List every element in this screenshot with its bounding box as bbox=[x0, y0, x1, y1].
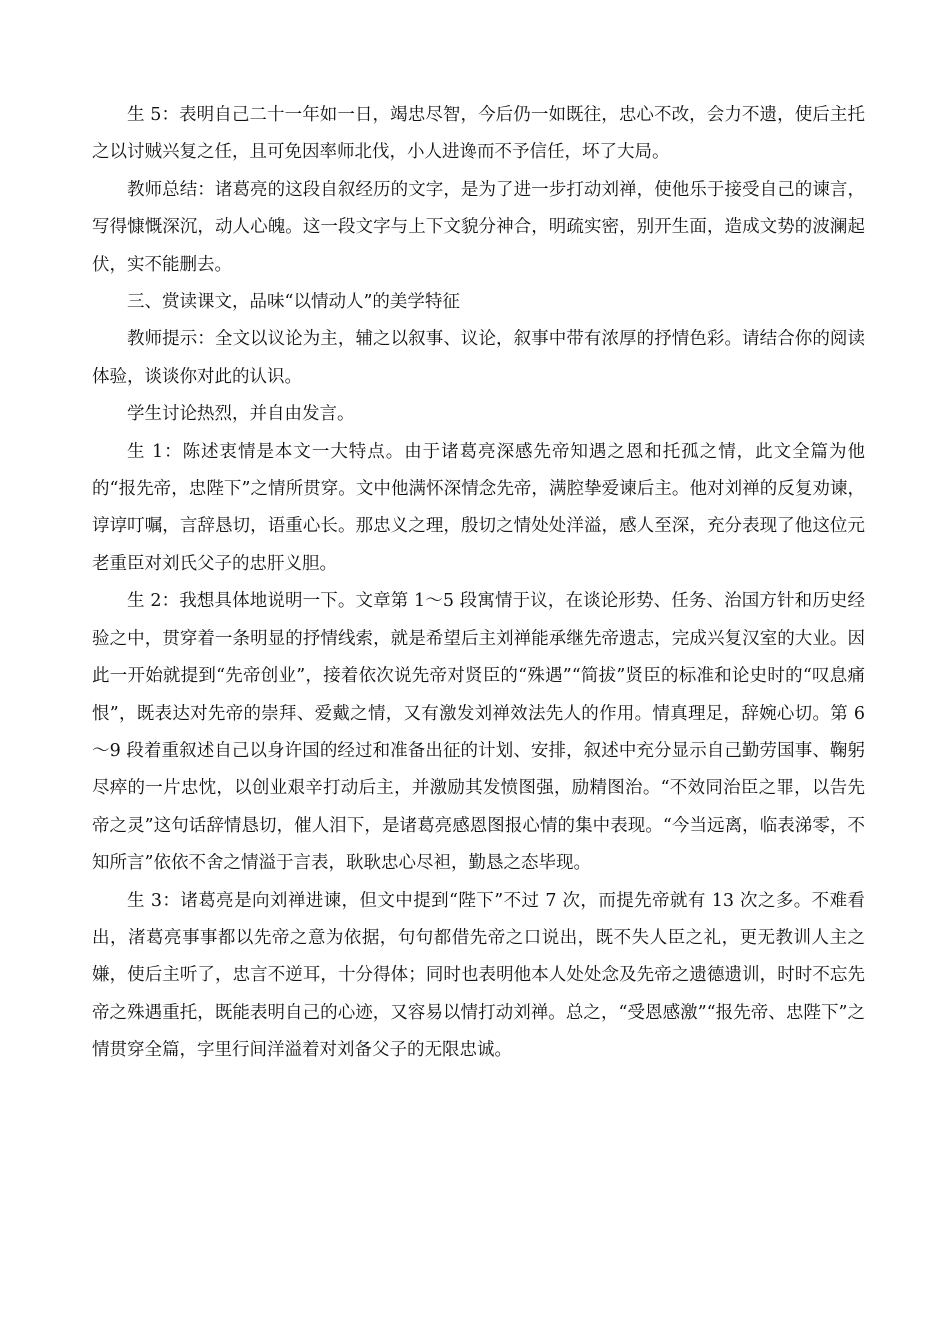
paragraph-teacher-prompt: 教师提示：全文以议论为主，辅之以叙事、议论，叙事中带有浓厚的抒情色彩。请结合你的阅读体验，谈谈你对此的认识。 bbox=[92, 329, 865, 387]
paragraph-teacher-summary: 教师总结：诸葛亮的这段自叙经历的文字，是为了进一步打动刘禅，使他乐于接受自己的谏言，写得慷慨深沉，动人心魄。这一段文字与上下文貌分神合，明疏实密，别开生面，造成文势的波澜起伏，实不能删去。 bbox=[92, 179, 865, 275]
document-body bbox=[92, 97, 865, 1070]
paragraph-discussion: 学生讨论热烈，并自由发言。 bbox=[127, 404, 355, 425]
paragraph-student5: 生 5：表明自己二十一年如一日，竭忠尽智，今后仍一如既往，忠心不改，会力不遗，使后主托之以讨贼兴复之任，且可免因率师北伐，小人进谗而不予信任，坏了大局。 bbox=[92, 105, 865, 163]
paragraph-student1: 生 1：陈述衷情是本文一大特点。由于诸葛亮深感先帝知遇之恩和托孤之情，此文全篇为他的“报先帝，忠陛下”之情所贯穿。文中他满怀深情念先帝，满腔挚爱谏后主。他对刘禅的反复劝谏，谆谆叮嘱，言辞恳切，语重心长。那忠义之理，殷切之情处处洋溢，感人至深，充分表现了他这位元老重臣对刘氏父子的忠肝义胆。 bbox=[92, 441, 865, 574]
section-heading-3: 三、赏读课文，品味“以情动人”的美学特征 bbox=[127, 292, 460, 313]
paragraph-student3: 生 3：诸葛亮是向刘禅进谏，但文中提到“陛下”不过 7 次，而提先帝就有 13 次之多。不难看出，渚葛亮事事都以先帝之意为依据，句句都借先帝之口说出，既不失人臣之礼，更无教训人主之嫌，使后主听了，忠言不逆耳，十分得体；同时也表明他本人处处念及先帝之遗德遗训，时时不忘先帝之殊遇重托，既能表明自己的心迹，又容易以情打动刘禅。总之，“受恩感激”“报先帝、忠陛下”之情贯穿全篇，字里行间洋溢着对刘备父子的无限忠诚。 bbox=[92, 890, 865, 1061]
paragraph-student2: 生 2：我想具体地说明一下。文章第 1～5 段寓情于议，在谈论形势、任务、治国方针和历史经验之中，贯穿着一条明显的抒情线索，就是希望后主刘禅能承继先帝遗志，完成兴复汉室的大业。因此一开始就提到“先帝创业”，接着依次说先帝对贤臣的“殊遇”“简拔”贤臣的标准和论史时的“叹息痛恨”，既表达对先帝的崇拜、爱戴之情，又有激发刘禅效法先人的作用。情真理足，辞婉心切。第 6～9 段着重叙述自己以身许国的经过和准备出征的计划、安排，叙述中充分显示自己勤劳国事、鞠躬尽瘁的一片忠忱，以创业艰辛打动后主，并激励其发愤图强，励精图治。“不效同治臣之罪，以告先帝之灵”这句话辞情恳切，催人泪下，是诸葛亮感恩图报心情的集中表现。“今当远离，临表涕零，不知所言”依依不舍之情溢于言表，耿耿忠心尽袒，勤恳之态毕现。 bbox=[92, 591, 865, 874]
